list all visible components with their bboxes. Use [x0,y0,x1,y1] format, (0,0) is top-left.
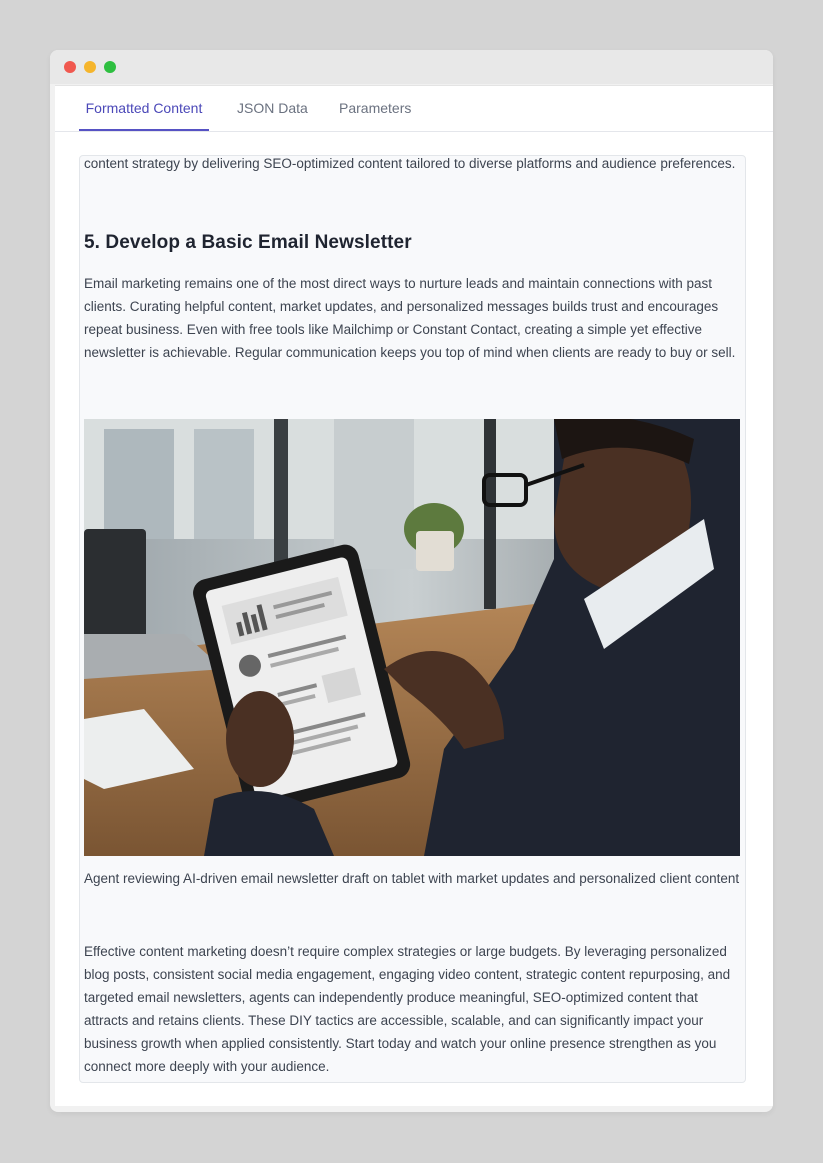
agent-tablet-illustration [84,419,740,856]
article-image [84,419,740,856]
close-window-button[interactable] [64,61,76,73]
minimize-window-button[interactable] [84,61,96,73]
image-caption: Agent reviewing AI-driven email newsletter draft on tablet with market updates and personalized client content [84,871,740,886]
email-paragraph: Email marketing remains one of the most direct ways to nurture leads and maintain connections with past clients. Curating helpful content, market updates, and personalized messages builds trust and encourages repeat business. Even with free tools like Mailchimp or Constant Contact, creating a simple yet effective newsletter is achievable. Regular communication keeps you top of mind when clients are ready to buy or sell. [84,276,736,360]
maximize-window-button[interactable] [104,61,116,73]
conclusion-paragraph: Effective content marketing doesn’t require complex strategies or large budgets. By leveraging personalized blog posts, consistent social media engagement, engaging video content, strategic content repurposing, and targeted email newsletters, agents can independently produce meaningful, SEO-optimized content that attracts and retains clients. These DIY tactics are accessible, scalable, and can significantly impact your business growth when applied consistently. Start today and watch your online presence strengthen as you connect more deeply with your audience. [84,944,731,1074]
section-heading: 5. Develop a Basic Email Newsletter [84,232,412,253]
formatted-content-area[interactable] [79,155,746,1083]
browser-window [50,50,773,1112]
window-titlebar [50,50,773,84]
tab-bar [55,86,773,132]
tab-formatted-content[interactable]: Formatted Content [79,86,209,131]
intro-paragraph-tail: content strategy by delivering SEO-optimized content tailored to diverse platforms and audience preferences. [84,156,736,171]
content-panel [55,85,773,1106]
tab-json-data[interactable]: JSON Data [237,100,308,116]
tab-parameters[interactable]: Parameters [339,100,412,116]
